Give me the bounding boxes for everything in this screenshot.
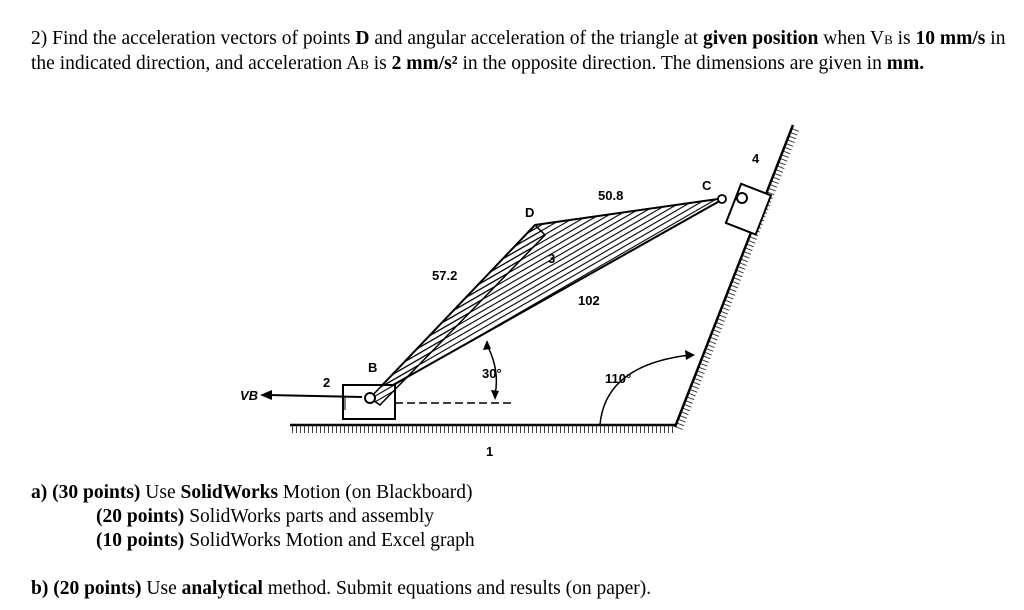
part-a-points: a) (30 points) bbox=[31, 482, 141, 503]
part-b bbox=[31, 577, 651, 601]
dim-102: 102 bbox=[578, 293, 600, 308]
part-b-points: b) (20 points) bbox=[31, 578, 142, 599]
dim-57-2: 57.2 bbox=[432, 268, 458, 283]
subscript-b: B bbox=[884, 32, 893, 47]
problem-text: is bbox=[373, 53, 387, 74]
problem-text: is bbox=[897, 28, 911, 49]
problem-text: in the opposite direction. The dimensions are given in bbox=[462, 53, 882, 74]
acceleration-value: 2 mm/s² bbox=[391, 53, 458, 74]
triangle-link bbox=[370, 198, 725, 398]
label-link-3: 3 bbox=[548, 251, 556, 266]
label-b: B bbox=[368, 360, 378, 375]
slider-b bbox=[343, 225, 545, 419]
given-position-ref: given position bbox=[702, 28, 819, 49]
label-d: D bbox=[525, 205, 535, 220]
label-link-4: 4 bbox=[752, 151, 760, 166]
label-link-1: 1 bbox=[486, 444, 494, 459]
velocity-value: 10 mm/s bbox=[915, 28, 986, 49]
analytical-ref: analytical bbox=[181, 578, 263, 599]
dim-50-8: 50.8 bbox=[598, 188, 624, 203]
part-a-text: Motion (on Blackboard) bbox=[282, 482, 473, 503]
problem-number: 2) bbox=[31, 28, 48, 49]
subscript-b: B bbox=[360, 57, 369, 72]
point-d-ref: D bbox=[355, 28, 370, 49]
part-a bbox=[31, 481, 475, 553]
slider-c bbox=[718, 184, 771, 235]
problem-text: when V bbox=[823, 28, 885, 49]
part-a-sub1-text: SolidWorks parts and assembly bbox=[189, 506, 435, 527]
part-b-text: Use bbox=[146, 578, 177, 599]
part-b-text: method. Submit equations and results (on paper). bbox=[267, 578, 652, 599]
label-angle-110: 110° bbox=[605, 371, 632, 386]
problem-text: and angular acceleration of the triangle at bbox=[374, 28, 699, 49]
part-a-text: Use bbox=[145, 482, 176, 503]
label-c: C bbox=[702, 178, 712, 193]
ground-inclined bbox=[675, 125, 799, 430]
label-link-2: 2 bbox=[323, 375, 331, 390]
part-a-sub2-text: SolidWorks Motion and Excel graph bbox=[189, 530, 475, 551]
part-a-sub2-points: (10 points) bbox=[96, 530, 185, 551]
ground-horizontal bbox=[290, 425, 675, 433]
part-a-sub1-points: (20 points) bbox=[96, 506, 185, 527]
solidworks-ref: SolidWorks bbox=[180, 482, 279, 503]
units-ref: mm. bbox=[886, 53, 925, 74]
label-angle-30: 30° bbox=[482, 366, 502, 381]
problem-text: in the indicated direction, and acceleration A bbox=[31, 28, 1006, 74]
label-vb: VB bbox=[240, 388, 259, 403]
problem-text: Find the acceleration vectors of points bbox=[52, 28, 351, 49]
